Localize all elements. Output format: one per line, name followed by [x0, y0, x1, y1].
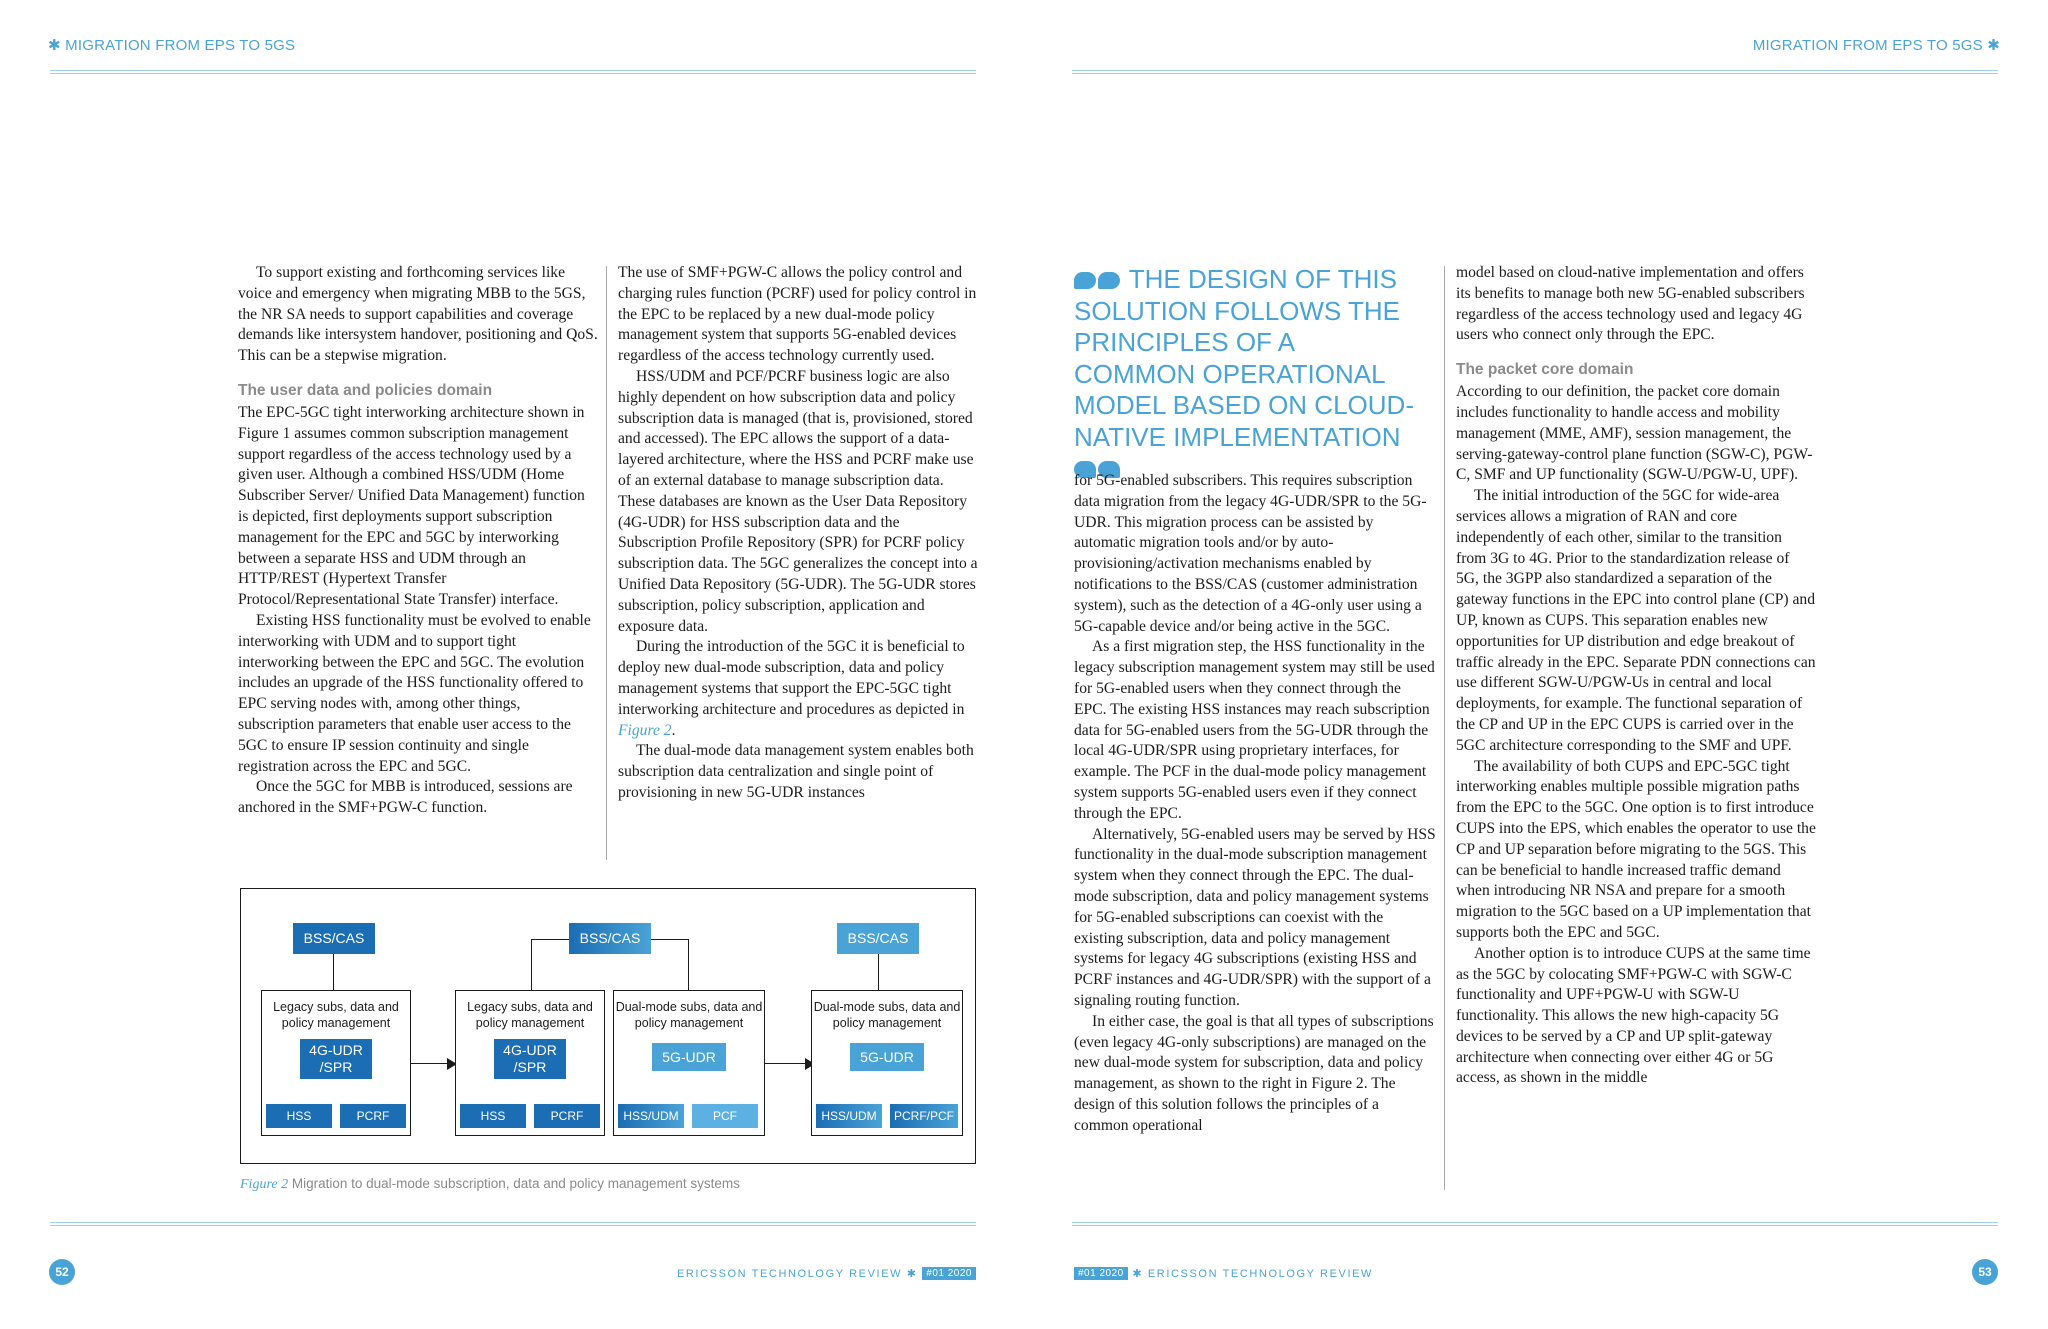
pcrf-box: PCRF	[534, 1104, 600, 1128]
footer-left	[677, 1267, 976, 1280]
hss-udm-box: HSS/UDM	[618, 1104, 684, 1128]
connector-line	[651, 939, 689, 940]
pull-quote	[1074, 264, 1414, 485]
dual-mode-management-group-2	[811, 990, 963, 1136]
hss-box: HSS	[460, 1104, 526, 1128]
paragraph: The dual-mode data management system enables both subscription data centralization and single point of provisioning in new 5G-UDR instances	[618, 742, 974, 801]
paragraph: As a first migration step, the HSS functionality in the legacy subscription management system may still be used for 5G-enabled users when they connect through the EPC. The existing HSS instances may reach subscription data for 5G-enabled users from the 5G-UDR through the local 4G-UDR/SPR using proprietary interfaces, for example. The PCF in the dual-mode policy management system supports 5G-enabled users even if they connect through the EPC.	[1074, 638, 1435, 822]
connector-line	[531, 939, 569, 940]
connector-line	[688, 939, 689, 991]
connector-line	[878, 954, 879, 991]
group-title: Dual-mode subs, data and policy management	[813, 1000, 961, 1030]
paragraph: The availability of both CUPS and EPC-5GC tight interworking enables multiple possible migration paths from the EPC to the 5GC. One option is to first introduce CUPS into the EPS, which enables the operator to use the CP and UP separation before migrating to the 5GS. This can be beneficial to handle increased traffic demand when introducing NR NSA and prepare for a smooth migration to the 5GC based on a UP implementation that supports both the EPC and 5GC.	[1456, 757, 1816, 941]
paragraph: The EPC-5GC tight interworking architecture shown in Figure 1 assumes common subscription management support regardless of the access technology used by a given user. Although a combined HSS/UDM (Home Subscriber Server/ Unified Data Management) function is depicted, first deployments support subscription management for the EPC and 5GC by interworking between a separate HSS and UDM through an HTTP/REST (Hypertext Transfer Protocol/Representational State Transfer) interface.	[238, 403, 585, 609]
open-quote-icon	[1074, 264, 1122, 294]
pcrf-pcf-box: PCRF/PCF	[890, 1104, 958, 1128]
figure-2-link[interactable]: Figure 2	[618, 721, 672, 739]
left-column-1	[238, 263, 598, 819]
5g-udr-box: 5G-UDR	[850, 1043, 924, 1071]
header-rule-right	[1072, 70, 1998, 74]
column-divider	[1444, 266, 1445, 1190]
paragraph: Another option is to introduce CUPS at the same time as the 5GC by colocating SMF+PGW-C with SGW-C functionality and UPF+PGW-U with SGW-U functionality. This allows the new high-capacity 5G devices to be served by a CP and UP split-gateway architecture when connecting over either 4G or 5G access, as shown in the middle	[1456, 944, 1811, 1087]
asterisk-icon: ✱	[48, 37, 61, 54]
paragraph: According to our definition, the packet core domain includes functionality to handle access and mobility management (MME, AMF), session management, the serving-gateway-control plane function (SGW-C), PGW-C, SMF and UP functionality (SGW-U/PGW-U, UPF).	[1456, 383, 1813, 484]
running-header-right-text: MIGRATION FROM EPS TO 5GS	[1752, 37, 1983, 54]
paragraph: Alternatively, 5G-enabled users may be served by HSS functionality in the dual-mode subscription management system when they connect through the EPC. The dual-mode subscription, data and policy management systems for 5G-enabled subscriptions can coexist with the existing subscription, data and policy management systems for legacy 4G subscriptions (existing HSS and PCRF instances and 4G-UDR/SPR) with the support of a signaling routing function.	[1074, 825, 1436, 1009]
udr-spr-box: 4G-UDR /SPR	[300, 1039, 372, 1079]
figure-2-diagram	[240, 888, 976, 1164]
footer-rule-right	[1072, 1222, 1998, 1226]
connector-line	[531, 939, 532, 991]
arrow-line	[411, 1063, 449, 1064]
footer-right	[1074, 1267, 1373, 1280]
pcf-box: PCF	[692, 1104, 758, 1128]
paragraph: To support existing and forthcoming services like voice and emergency when migrating MBB to the 5GS, the NR SA needs to support capabilities and coverage demands like intersystem handover, positioning and QoS. This can be a stepwise migration.	[238, 264, 598, 365]
footer-rule-left	[50, 1222, 976, 1226]
paragraph: The use of SMF+PGW-C allows the policy control and charging rules function (PCRF) used for policy control in the EPC to be replaced by a new dual-mode policy management system that supports 5G-enabled devices regardless of the access technology currently used.	[618, 264, 977, 365]
left-column-2	[618, 263, 980, 804]
hss-udm-box: HSS/UDM	[816, 1104, 882, 1128]
issue-badge: #01 2020	[1074, 1267, 1128, 1280]
asterisk-icon: ✱	[1132, 1268, 1144, 1280]
running-header-left-text: MIGRATION FROM EPS TO 5GS	[65, 37, 296, 54]
figure-label: Figure 2	[240, 1177, 289, 1192]
bss-cas-box-2: BSS/CAS	[569, 923, 651, 954]
asterisk-icon: ✱	[1987, 37, 2000, 54]
asterisk-icon: ✱	[906, 1268, 918, 1280]
group-title: Legacy subs, data and policy management	[467, 1000, 593, 1030]
section-heading-packet-core: The packet core domain	[1456, 361, 1634, 379]
group-title: Legacy subs, data and policy management	[273, 1000, 399, 1030]
right-column-2	[1456, 263, 1816, 1089]
paragraph: Existing HSS functionality must be evolved to enable interworking with UDM and to support tight interworking between the EPC and 5GC. The evolution includes an upgrade of the HSS functionality offered to EPC serving nodes with, among other things, subscription parameters that enable user access to the 5GC to ensure IP session continuity and single registration across the EPC and 5GC.	[238, 611, 591, 775]
figure-caption	[240, 1176, 740, 1193]
footer-publication-name: ERICSSON TECHNOLOGY REVIEW	[1147, 1268, 1374, 1280]
bss-cas-box-3: BSS/CAS	[837, 923, 919, 954]
running-header-left	[48, 36, 295, 54]
group-title: Dual-mode subs, data and policy management	[615, 1000, 763, 1030]
figure-caption-text: Migration to dual-mode subscription, data and policy management systems	[291, 1176, 740, 1191]
5g-udr-box: 5G-UDR	[652, 1043, 726, 1071]
legacy-management-group-1	[261, 990, 411, 1136]
page-number-left: 52	[49, 1259, 75, 1285]
running-header-right	[1753, 36, 2000, 54]
paragraph: model based on cloud-native implementation and offers its benefits to manage both new 5G-enabled subscribers regardless of the access technology used and legacy 4G users who connect only through the EPC.	[1456, 264, 1805, 344]
section-heading-user-data: The user data and policies domain	[238, 381, 493, 399]
arrow-line	[765, 1063, 807, 1064]
right-column-1	[1074, 471, 1436, 1137]
issue-badge: #01 2020	[922, 1267, 976, 1280]
header-rule-left	[50, 70, 976, 74]
paragraph: Once the 5GC for MBB is introduced, sessions are anchored in the SMF+PGW-C function.	[238, 778, 573, 817]
page-number-right: 53	[1972, 1259, 1998, 1285]
pull-quote-text: THE DESIGN OF THIS SOLUTION FOLLOWS THE PRINCIPLES OF A COMMON OPERATIONAL MODEL BASED ON CLOUD-NATIVE IMPLEMENTATION	[1074, 264, 1414, 452]
footer-publication-name: ERICSSON TECHNOLOGY REVIEW	[676, 1268, 903, 1280]
column-divider	[606, 266, 607, 860]
paragraph: The initial introduction of the 5GC for wide-area services allows a migration of RAN and core independently of each other, similar to the transition from 3G to 4G. Prior to the standardization release of 5G, the 3GPP also standardized a separation of the gateway functions in the EPC into control plane (CP) and UP, known as CUPS. This separation enables new opportunities for UP distribution and edge breakout of traffic already in the EPC. Separate PDN connections can use different SGW-U/PGW-Us in central and local deployments, for example. The functional separation of the CP and UP in the EPC CUPS is carried over in the 5GC architecture corresponding to the SMF and UPF.	[1456, 487, 1816, 754]
paragraph	[618, 637, 980, 741]
paragraph-text: .	[671, 721, 676, 739]
dual-mode-management-group-1	[613, 990, 765, 1136]
paragraph-text: During the introduction of the 5GC it is beneficial to deploy new dual-mode subscription, data and policy management systems that support the EPC-5GC tight interworking architecture and procedures as depicted in	[618, 638, 965, 718]
legacy-management-group-2	[455, 990, 605, 1136]
paragraph: HSS/UDM and PCF/PCRF business logic are also highly dependent on how subscription data and policy subscription data is managed (that is, provisioned, stored and accessed). The EPC allows the support of a data-layered architecture, where the HSS and PCRF make use of an external database to manage subscription data. These databases are known as the User Data Repository (4G-UDR) for HSS subscription data and the Subscription Profile Repository (SPR) for PCRF policy subscription data. The 5GC generalizes the concept into a Unified Data Repository (5G-UDR). The 5G-UDR stores subscription, policy subscription, application and exposure data.	[618, 367, 978, 635]
connector-line	[333, 954, 334, 991]
bss-cas-box-1: BSS/CAS	[293, 923, 375, 954]
pcrf-box: PCRF	[340, 1104, 406, 1128]
paragraph: In either case, the goal is that all types of subscriptions (even legacy 4G-only subscriptions) are managed on the new dual-mode system for subscription, data and policy management, as shown to the right in Figure 2. The design of this solution follows the principles of a common operational	[1074, 1012, 1434, 1134]
udr-spr-box: 4G-UDR /SPR	[494, 1039, 566, 1079]
hss-box: HSS	[266, 1104, 332, 1128]
paragraph: for 5G-enabled subscribers. This requires subscription data migration from the legacy 4G-UDR/SPR to the 5G-UDR. This migration process can be assisted by automatic migration tools and/or by auto-provisioning/activation mechanisms enabled by notifications to the BSS/CAS (customer administration system), such as the detection of a 4G-only user using a 5G-capable device and/or being active in the 5GC.	[1074, 472, 1427, 635]
